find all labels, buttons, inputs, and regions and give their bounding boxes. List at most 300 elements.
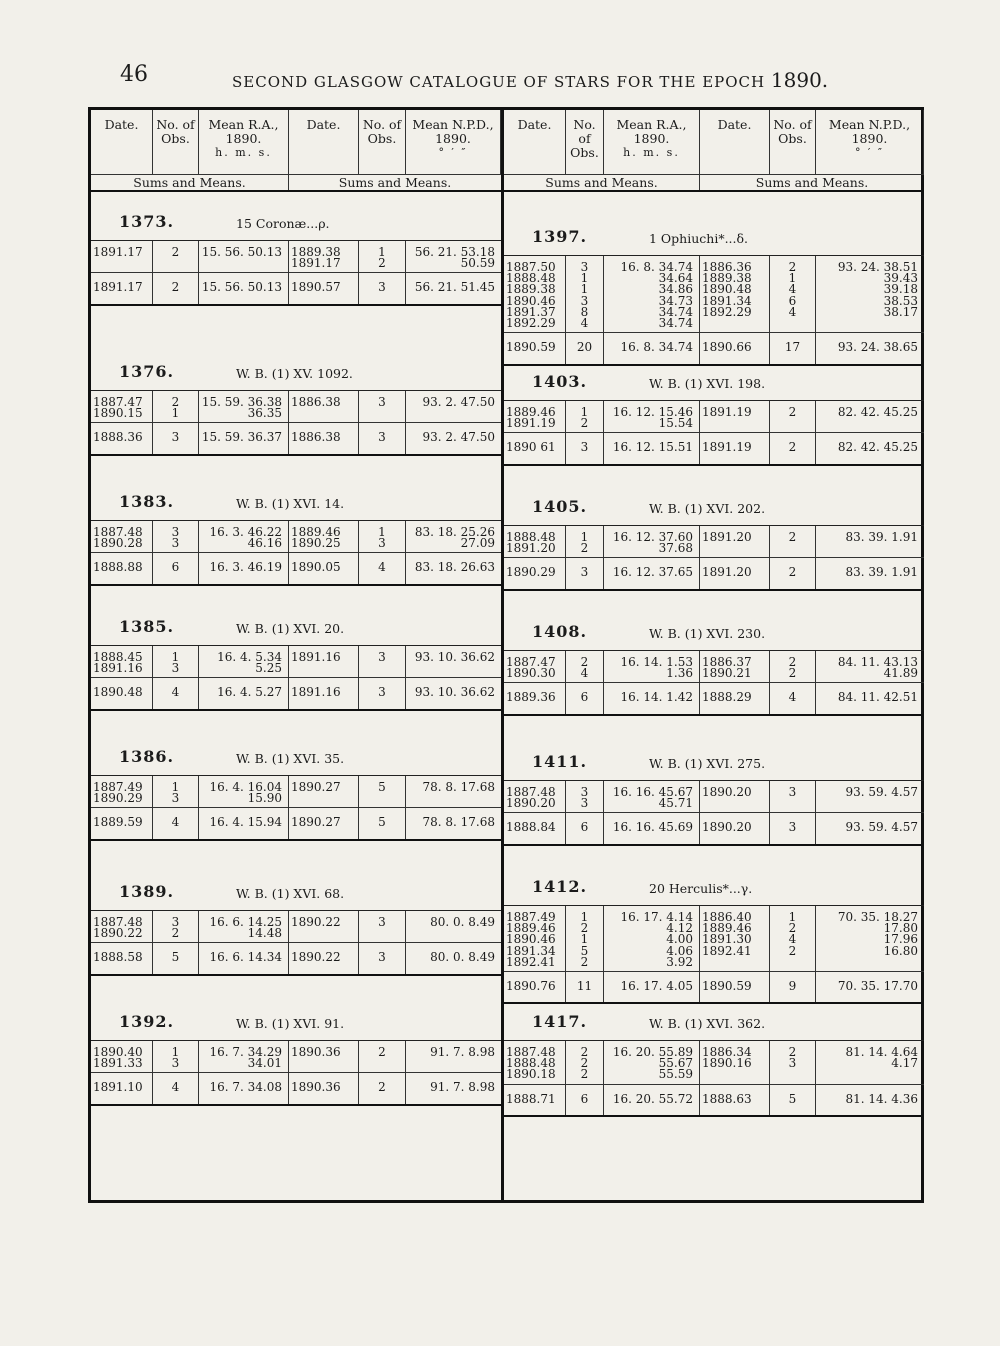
obs-cell-value: 3: [171, 661, 180, 676]
date-cell-value: 1889.36: [506, 690, 556, 705]
sums-means-row: [504, 813, 924, 845]
date-cell-value: 1891.30: [702, 932, 752, 947]
mean-ra-cell-value: 34.01: [247, 1056, 282, 1071]
star-number: 1408.: [532, 622, 588, 641]
left-column: [91, 110, 501, 1200]
mean-npd-cell-value: 27.09: [460, 536, 495, 551]
mean-npd-cell-value: 82. 42. 45.25: [837, 440, 918, 455]
mean-npd-cell: [406, 646, 501, 677]
mean-npd-cell-value: 41.89: [883, 666, 918, 681]
obs-cell: [359, 391, 406, 422]
obs-cell: [153, 423, 199, 453]
date-cell: [700, 401, 770, 432]
header-mean-ra-label: Mean R.A., 1890.: [616, 117, 687, 146]
obs-cell-value: 2: [788, 440, 797, 455]
star-name: W. B. (1) XVI. 91.: [236, 1016, 345, 1031]
date-cell-value: 1889.46: [506, 405, 556, 419]
obs-cell: [153, 943, 199, 973]
mean-ra-cell-value: 15. 56. 50.13: [201, 245, 282, 259]
date-cell: [504, 906, 566, 971]
obs-cell: [566, 401, 604, 432]
date-cell-value: 1889.38: [506, 282, 556, 297]
star-table: [504, 650, 924, 716]
obs-cell-value: 1: [580, 910, 589, 924]
mean-ra-cell: [199, 391, 289, 422]
mean-npd-cell-value: 82. 42. 45.25: [837, 405, 918, 419]
mean-ra-cell-value: 16. 3. 46.19: [209, 560, 282, 575]
header-mean-npd-label: Mean N.P.D., 1890.: [828, 117, 911, 146]
obs-cell-value: 2: [580, 541, 589, 556]
date-cell-value: 1888.48: [506, 530, 556, 544]
obs-cell: [153, 678, 199, 708]
obs-cell-value: 4: [580, 316, 589, 331]
date-cell-value: 1890.76: [506, 979, 556, 993]
date-cell: [700, 972, 770, 1002]
date-cell-value: 1889.46: [291, 525, 341, 539]
date-cell-value: 1887.47: [93, 395, 143, 409]
date-cell: [504, 558, 566, 588]
mean-ra-cell: [199, 646, 289, 677]
right-column: [501, 110, 924, 1200]
obs-cell: [359, 776, 406, 807]
obs-cell: [359, 678, 406, 708]
star-heading: [504, 610, 924, 650]
header-date-label: Date.: [104, 117, 139, 132]
mean-ra-cell-value: 45.71: [658, 796, 693, 811]
obs-cell: [566, 256, 604, 332]
sums-means-row: [91, 678, 501, 710]
date-cell-value: 1886.36: [702, 260, 752, 274]
mean-ra-cell: [604, 1085, 700, 1115]
date-cell-value: 1888.48: [506, 271, 556, 286]
mean-npd-cell-value: 70. 35. 17.70: [837, 979, 918, 993]
mean-ra-cell: [604, 651, 700, 682]
obs-cell-value: 3: [788, 1056, 797, 1071]
date-cell-value: 1890.29: [93, 791, 143, 806]
obs-cell-value: 4: [788, 932, 797, 947]
obs-cell: [153, 776, 199, 807]
obs-cell-value: 2: [580, 1056, 589, 1071]
star-heading: [91, 350, 501, 390]
date-cell-value: 1886.37: [702, 655, 752, 669]
obs-cell-value: 1: [171, 406, 180, 421]
mean-ra-cell-value: 16. 3. 46.22: [209, 525, 282, 539]
obs-cell-value: 2: [580, 1045, 589, 1059]
date-cell: [91, 678, 153, 708]
date-cell: [700, 781, 770, 812]
mean-npd-cell: [406, 391, 501, 422]
date-cell-value: 1888.48: [506, 1056, 556, 1071]
observations-row: [504, 256, 924, 333]
obs-cell-value: 3: [378, 915, 386, 929]
star-table: [504, 905, 924, 1004]
obs-cell-value: 1: [580, 271, 589, 286]
star-heading: [504, 865, 924, 905]
header-mean-npd: [406, 110, 501, 174]
mean-ra-cell: [604, 433, 700, 463]
header-date2-label: Date.: [717, 117, 752, 132]
obs-cell-value: 2: [171, 395, 180, 409]
obs-cell-value: 3: [378, 536, 386, 551]
obs-cell: [566, 972, 604, 1002]
obs-cell: [566, 813, 604, 843]
star-number: 1417.: [532, 1012, 588, 1031]
mean-ra-cell-value: 16. 17. 4.14: [620, 910, 693, 924]
date-cell-value: 1890.28: [93, 536, 143, 551]
observations-row: [91, 1041, 501, 1073]
date-cell-value: 1888.29: [702, 690, 752, 705]
date-cell: [289, 553, 359, 583]
obs-cell: [153, 391, 199, 422]
date-cell-value: 1890.59: [506, 340, 556, 355]
date-cell-value: 1886.38: [291, 395, 341, 409]
obs-cell-value: 1: [378, 245, 386, 259]
obs-cell: [770, 906, 816, 971]
mean-ra-cell-value: 16. 14. 1.53: [620, 655, 693, 669]
mean-ra-cell-value: 16. 6. 14.34: [209, 950, 282, 965]
obs-cell-value: 3: [378, 395, 386, 409]
obs-cell-value: 3: [378, 430, 386, 445]
date-cell: [91, 391, 153, 422]
obs-cell-value: 3: [378, 650, 386, 664]
mean-npd-cell-value: 70. 35. 18.27: [837, 910, 918, 924]
obs-cell-value: 3: [171, 1056, 180, 1071]
sums-means-row: [91, 423, 501, 455]
obs-cell-value: 3: [378, 280, 386, 295]
mean-npd-cell: [406, 678, 501, 708]
date-cell: [504, 781, 566, 812]
mean-npd-cell-value: 83. 18. 26.63: [414, 560, 495, 575]
mean-npd-cell: [406, 273, 501, 303]
mean-npd-cell-value: 78. 8. 17.68: [422, 780, 495, 794]
obs-cell-value: 2: [171, 280, 180, 295]
date-cell: [91, 241, 153, 272]
obs-cell: [153, 273, 199, 303]
mean-ra-cell: [199, 776, 289, 807]
obs-cell: [359, 423, 406, 453]
star-heading: [504, 1000, 924, 1040]
date-cell: [91, 1041, 153, 1072]
observations-row: [504, 1041, 924, 1085]
date-cell-value: 1891.17: [291, 256, 341, 271]
mean-ra-cell: [604, 683, 700, 713]
mean-npd-cell-value: 38.17: [883, 304, 918, 319]
page-number: 46: [120, 62, 148, 87]
obs-cell: [770, 683, 816, 713]
obs-cell-value: 2: [580, 1067, 589, 1082]
mean-npd-cell: [816, 813, 924, 843]
date-cell: [504, 401, 566, 432]
date-cell: [91, 776, 153, 807]
mean-npd-cell-value: 50.59: [460, 256, 495, 271]
mean-ra-cell-value: 15.90: [247, 791, 282, 806]
date-cell-value: 1888.58: [93, 950, 143, 965]
obs-cell-value: 4: [788, 282, 797, 297]
obs-cell-value: 3: [580, 260, 589, 274]
star-heading: [504, 485, 924, 525]
mean-npd-cell-value: 83. 39. 1.91: [845, 565, 918, 580]
mean-npd-cell-value: 17.80: [883, 921, 918, 936]
star-number: 1386.: [119, 747, 175, 766]
mean-npd-cell-value: 80. 0. 8.49: [430, 950, 495, 965]
star-table: [504, 525, 924, 591]
mean-ra-cell-value: 16. 8. 34.74: [620, 340, 693, 355]
obs-cell: [566, 651, 604, 682]
obs-cell-value: 2: [788, 666, 797, 681]
mean-npd-cell: [816, 558, 924, 588]
obs-cell-value: 4: [171, 815, 180, 830]
mean-ra-cell: [199, 1073, 289, 1103]
obs-cell-value: 3: [788, 785, 797, 799]
date-cell-value: 1891.19: [702, 405, 752, 419]
mean-ra-cell-value: 34.64: [658, 271, 693, 286]
mean-npd-cell-value: 4.17: [891, 1056, 918, 1071]
mean-npd-cell-value: 38.53: [883, 293, 918, 308]
obs-cell-value: 2: [788, 921, 797, 936]
date-cell: [504, 433, 566, 463]
date-cell: [700, 1085, 770, 1115]
date-cell-value: 1889.38: [702, 271, 752, 286]
star-number: 1403.: [532, 372, 588, 391]
obs-cell-value: 1: [378, 525, 386, 539]
date-cell: [289, 423, 359, 453]
obs-cell: [770, 972, 816, 1002]
mean-npd-cell-value: 17.96: [883, 932, 918, 947]
date-cell-value: 1889.38: [291, 245, 341, 259]
date-cell-value: 1890.20: [702, 820, 752, 835]
obs-cell: [359, 521, 406, 552]
obs-cell: [153, 553, 199, 583]
mean-ra-cell: [199, 423, 289, 453]
mean-ra-cell-value: 5.25: [255, 661, 282, 676]
mean-npd-cell: [406, 1073, 501, 1103]
mean-ra-cell: [604, 526, 700, 557]
obs-cell: [566, 1085, 604, 1115]
mean-npd-cell-value: 91. 7. 8.98: [430, 1045, 495, 1059]
star-number: 1412.: [532, 877, 588, 896]
header-mean-ra-units: h. m. s.: [623, 146, 680, 159]
date-cell-value: 1888.45: [93, 650, 143, 664]
date-cell: [289, 911, 359, 942]
mean-npd-cell-value: 93. 10. 36.62: [414, 685, 495, 700]
obs-cell-value: 2: [788, 405, 797, 419]
obs-cell: [566, 433, 604, 463]
sums-means-label: Sums and Means.: [91, 174, 289, 190]
date-cell-value: 1890.46: [506, 293, 556, 308]
star-table: [91, 910, 501, 976]
star-name: W. B. (1) XVI. 68.: [236, 886, 345, 901]
mean-ra-cell-value: 34.86: [658, 282, 693, 297]
date-cell: [91, 646, 153, 677]
mean-npd-cell-value: 93. 59. 4.57: [845, 785, 918, 799]
date-cell-value: 1887.48: [93, 915, 143, 929]
mean-ra-cell: [604, 813, 700, 843]
mean-ra-cell-value: 55.59: [658, 1067, 693, 1082]
mean-npd-cell: [816, 1085, 924, 1115]
obs-cell-value: 2: [788, 565, 797, 580]
star-number: 1383.: [119, 492, 175, 511]
date-cell: [504, 256, 566, 332]
mean-ra-cell-value: 37.68: [658, 541, 693, 556]
date-cell: [289, 521, 359, 552]
obs-cell: [359, 1073, 406, 1103]
date-cell-value: 1892.29: [506, 316, 556, 331]
mean-npd-cell: [816, 781, 924, 812]
star-table: [91, 1040, 501, 1106]
mean-npd-cell: [816, 433, 924, 463]
obs-cell-value: 2: [378, 1045, 386, 1059]
sums-means-row: [91, 553, 501, 585]
star-heading: [91, 480, 501, 520]
star-name: W. B. (1) XVI. 198.: [649, 376, 766, 391]
obs-cell-value: 5: [378, 815, 386, 830]
date-cell-value: 1887.50: [506, 260, 556, 274]
mean-ra-cell-value: 3.92: [666, 954, 693, 969]
date-cell-value: 1886.40: [702, 910, 752, 924]
obs-cell: [770, 558, 816, 588]
header-mean-npd: [816, 110, 924, 174]
date-cell: [91, 273, 153, 303]
mean-ra-cell: [199, 521, 289, 552]
obs-cell-value: 11: [576, 979, 593, 993]
obs-cell-value: 2: [171, 926, 180, 941]
obs-cell: [770, 651, 816, 682]
mean-npd-cell-value: 93. 2. 47.50: [422, 430, 495, 445]
date-cell-value: 1890.30: [506, 666, 556, 681]
date-cell-value: 1891.19: [506, 416, 556, 431]
mean-npd-cell-value: 16.80: [883, 943, 918, 958]
table-header: [91, 110, 501, 192]
mean-ra-cell: [199, 943, 289, 973]
mean-ra-cell-value: 15.54: [658, 416, 693, 431]
mean-ra-cell-value: 16. 20. 55.89: [612, 1045, 693, 1059]
obs-cell-value: 2: [580, 921, 589, 936]
mean-npd-cell: [406, 241, 501, 272]
obs-cell-value: 17: [784, 340, 801, 355]
date-cell-value: 1890.29: [506, 565, 556, 580]
date-cell-value: 1887.48: [506, 1045, 556, 1059]
date-cell: [289, 241, 359, 272]
date-cell: [504, 1085, 566, 1115]
mean-ra-cell-value: 4.06: [666, 943, 693, 958]
mean-ra-cell-value: 15. 59. 36.37: [201, 430, 282, 445]
date-cell-value: 1890.21: [702, 666, 752, 681]
obs-cell: [359, 808, 406, 838]
date-cell: [700, 256, 770, 332]
star-heading: [91, 200, 501, 240]
mean-ra-cell: [604, 972, 700, 1002]
obs-cell-value: 1: [788, 271, 797, 286]
header-date-label: Date.: [517, 117, 552, 132]
obs-cell-value: 6: [580, 1091, 589, 1106]
date-cell: [289, 1041, 359, 1072]
observations-row: [91, 241, 501, 273]
header-date2: [289, 110, 359, 174]
observations-row: [504, 526, 924, 558]
header-obs2: [770, 110, 816, 174]
mean-ra-cell: [199, 273, 289, 303]
date-cell: [91, 553, 153, 583]
obs-cell: [566, 781, 604, 812]
header-obs2: [359, 110, 406, 174]
mean-npd-cell-value: 93. 24. 38.51: [837, 260, 918, 274]
sums-means-row: [504, 683, 924, 715]
mean-ra-cell-value: 16. 12. 15.46: [612, 405, 693, 419]
date-cell-value: 1891.33: [93, 1056, 143, 1071]
date-cell: [504, 526, 566, 557]
obs-cell: [770, 813, 816, 843]
date-cell-value: 1890.36: [291, 1045, 341, 1059]
mean-npd-cell-value: 93. 24. 38.65: [837, 340, 918, 355]
obs-cell-value: 3: [580, 785, 589, 799]
mean-ra-cell-value: 4.00: [666, 932, 693, 947]
star-name: W. B. (1) XVI. 275.: [649, 756, 766, 771]
star-heading: [504, 360, 924, 400]
date-cell-value: 1888.36: [93, 430, 143, 445]
date-cell: [91, 808, 153, 838]
date-cell-value: 1890.59: [702, 979, 752, 993]
observations-row: [91, 646, 501, 678]
date-cell-value: 1890.40: [93, 1045, 143, 1059]
observations-row: [504, 651, 924, 683]
obs-cell-value: 5: [788, 1091, 797, 1106]
obs-cell-value: 1: [580, 530, 589, 544]
mean-ra-cell-value: 36.35: [247, 406, 282, 421]
mean-ra-cell-value: 16. 17. 4.05: [620, 979, 693, 993]
date-cell: [700, 906, 770, 971]
header-obs-label: No. of Obs.: [156, 117, 195, 146]
date-cell: [289, 808, 359, 838]
mean-npd-cell-value: 84. 11. 42.51: [837, 690, 918, 705]
mean-ra-cell-value: 46.16: [247, 536, 282, 551]
date-cell: [91, 1073, 153, 1103]
star-table: [91, 645, 501, 711]
date-cell-value: 1891.10: [93, 1080, 143, 1095]
catalogue-frame: [88, 107, 924, 1203]
table-header: [504, 110, 924, 192]
star-name: 15 Coronæ...ρ.: [236, 216, 330, 231]
mean-npd-cell-value: 56. 21. 53.18: [414, 245, 495, 259]
star-heading: [91, 870, 501, 910]
obs-cell: [566, 683, 604, 713]
star-name: W. B. (1) XVI. 20.: [236, 621, 345, 636]
obs-cell-value: 2: [580, 655, 589, 669]
date-cell: [700, 433, 770, 463]
mean-npd-cell: [816, 972, 924, 1002]
mean-ra-cell: [604, 781, 700, 812]
mean-npd-cell: [406, 943, 501, 973]
date-cell-value: 1892.29: [702, 304, 752, 319]
mean-npd-cell: [406, 521, 501, 552]
date-cell: [504, 813, 566, 843]
star-table: [504, 400, 924, 466]
obs-cell-value: 8: [580, 304, 589, 319]
obs-cell-value: 3: [378, 685, 386, 700]
obs-cell-value: 2: [788, 943, 797, 958]
star-table: [504, 780, 924, 846]
running-head: [232, 68, 828, 92]
date-cell-value: 1891.17: [93, 280, 143, 295]
mean-ra-cell-value: 34.73: [658, 293, 693, 308]
header-mean-npd-label: Mean N.P.D., 1890.: [412, 117, 494, 146]
sums-means-row: [91, 943, 501, 975]
obs-cell-value: 2: [788, 260, 797, 274]
obs-cell-value: 6: [788, 293, 797, 308]
date-cell-value: 1890.22: [291, 915, 341, 929]
obs-cell-value: 4: [788, 690, 797, 705]
mean-ra-cell: [199, 1041, 289, 1072]
obs-cell: [359, 943, 406, 973]
